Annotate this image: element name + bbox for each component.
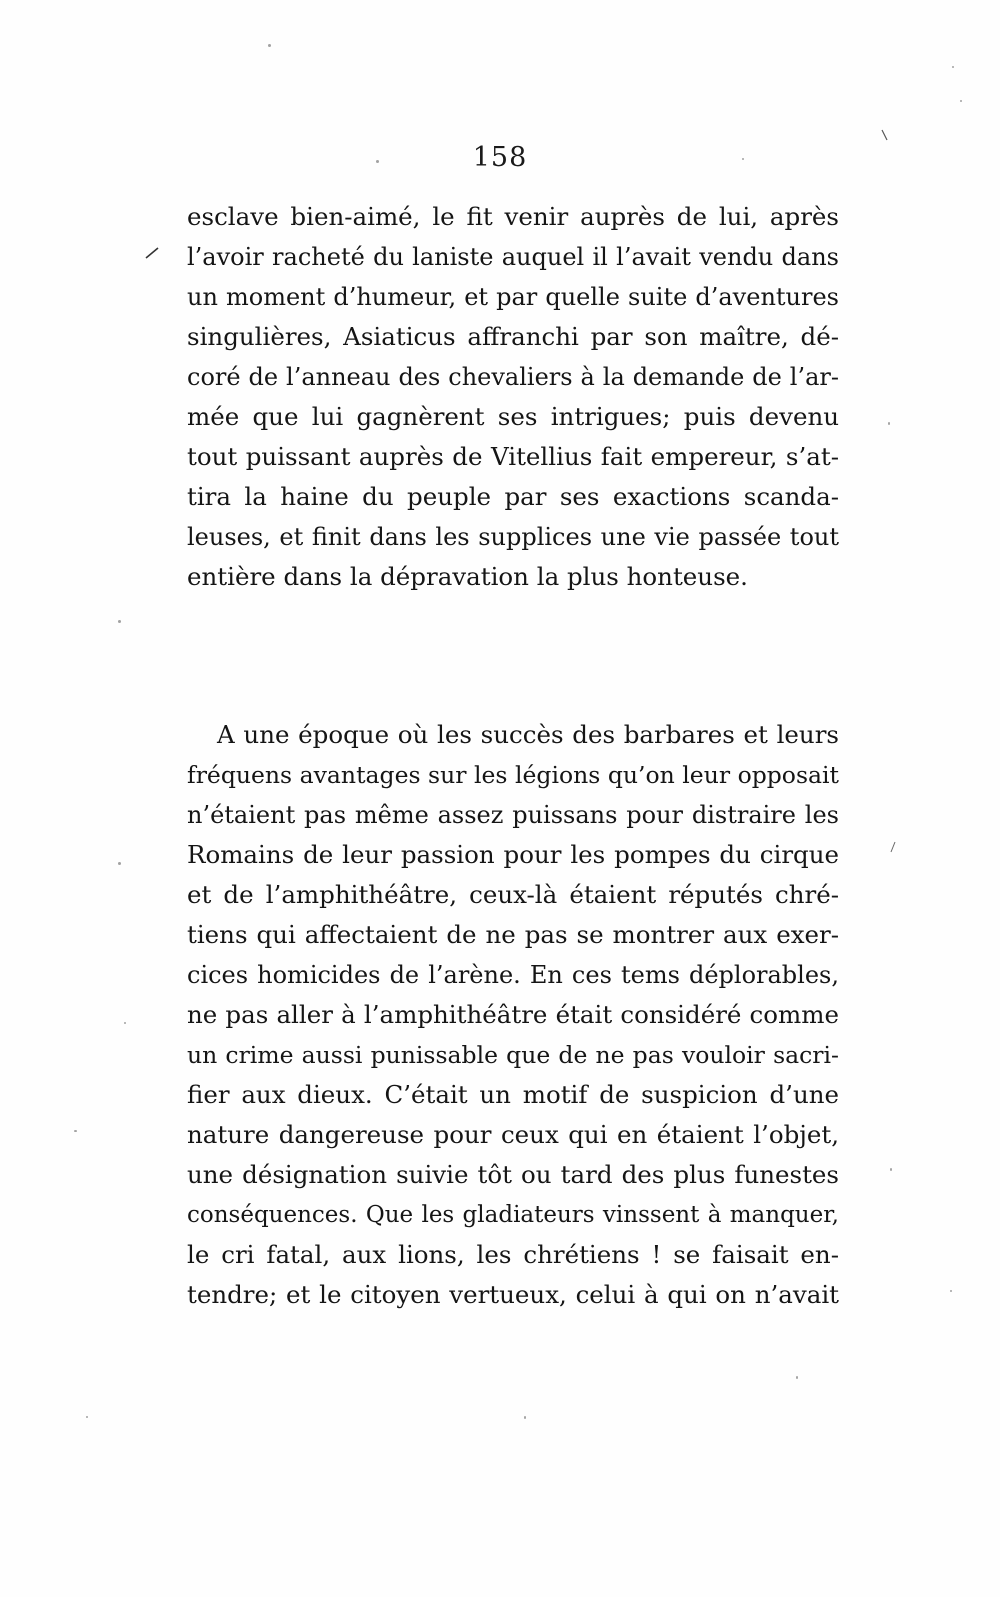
text-line: nature dangereuse pour ceux qui en étaient l’objet, xyxy=(187,1120,839,1149)
paragraph-1 xyxy=(187,197,839,597)
text-line: leuses, et finit dans les supplices une vie passée tout xyxy=(187,523,839,551)
text-line: un crime aussi punissable que de ne pas vouloir sacri- xyxy=(187,1041,839,1069)
text-line: n’étaient pas même assez puissans pour distraire les xyxy=(187,801,839,829)
text-line: le cri fatal, aux lions, les chrétiens ! se faisait en- xyxy=(187,1240,839,1269)
scan-speck xyxy=(118,620,121,623)
scan-speck xyxy=(950,1290,952,1292)
scan-speck xyxy=(952,66,954,68)
text-line: singulières, Asiaticus affranchi par son maître, dé- xyxy=(187,322,839,351)
text-line: mée que lui gagnèrent ses intrigues; puis devenu xyxy=(187,402,839,431)
scan-speck xyxy=(74,1130,77,1132)
scan-speck xyxy=(376,160,379,163)
scan-speck xyxy=(86,1416,88,1418)
text-line: Romains de leur passion pour les pompes du cirque xyxy=(187,840,839,869)
scan-speck xyxy=(960,100,962,102)
text-line: une désignation suivie tôt ou tard des plus funestes xyxy=(187,1160,839,1189)
text-line: tout puissant auprès de Vitellius fait empereur, s’at- xyxy=(187,442,839,471)
page-number: 158 xyxy=(472,142,528,173)
text-line: conséquences. Que les gladiateurs vinssent à manquer, xyxy=(187,1202,839,1228)
text-line: tira la haine du peuple par ses exactions scanda- xyxy=(187,482,839,511)
stray-pen-mark xyxy=(888,840,898,854)
text-line: un moment d’humeur, et par quelle suite d’aventures xyxy=(187,283,839,311)
text-line: fier aux dieux. C’était un motif de suspicion d’une xyxy=(187,1080,839,1109)
scan-speck xyxy=(524,1416,526,1419)
paragraph-2 xyxy=(187,715,839,1315)
text-line: entière dans la dépravation la plus honteuse. xyxy=(187,562,748,591)
scan-speck xyxy=(888,422,890,425)
text-line: fréquens avantages sur les légions qu’on leur opposait xyxy=(187,761,839,789)
scan-speck xyxy=(890,1168,892,1171)
text-line: tendre; et le citoyen vertueux, celui à qui on n’avait xyxy=(187,1280,839,1309)
text-line: et de l’amphithéâtre, ceux-là étaient réputés chré- xyxy=(187,880,839,909)
stray-pen-mark xyxy=(144,246,160,260)
stray-pen-mark xyxy=(880,128,890,142)
text-line: coré de l’anneau des chevaliers à la demande de l’ar- xyxy=(187,363,839,391)
scan-speck xyxy=(268,44,271,47)
text-line: ne pas aller à l’amphithéâtre était considéré comme xyxy=(187,1000,839,1029)
text-line: tiens qui affectaient de ne pas se montrer aux exer- xyxy=(187,920,839,949)
scan-speck xyxy=(742,158,744,160)
text-line: A une époque où les succès des barbares et leurs xyxy=(217,720,839,749)
text-line: l’avoir racheté du laniste auquel il l’avait vendu dans xyxy=(187,243,839,271)
text-line: esclave bien-aimé, le fit venir auprès de lui, après xyxy=(187,202,839,231)
scan-speck xyxy=(124,1022,126,1024)
text-line: cices homicides de l’arène. En ces tems déplorables, xyxy=(187,961,839,989)
scan-speck xyxy=(118,862,121,865)
scan-speck xyxy=(796,1376,798,1379)
